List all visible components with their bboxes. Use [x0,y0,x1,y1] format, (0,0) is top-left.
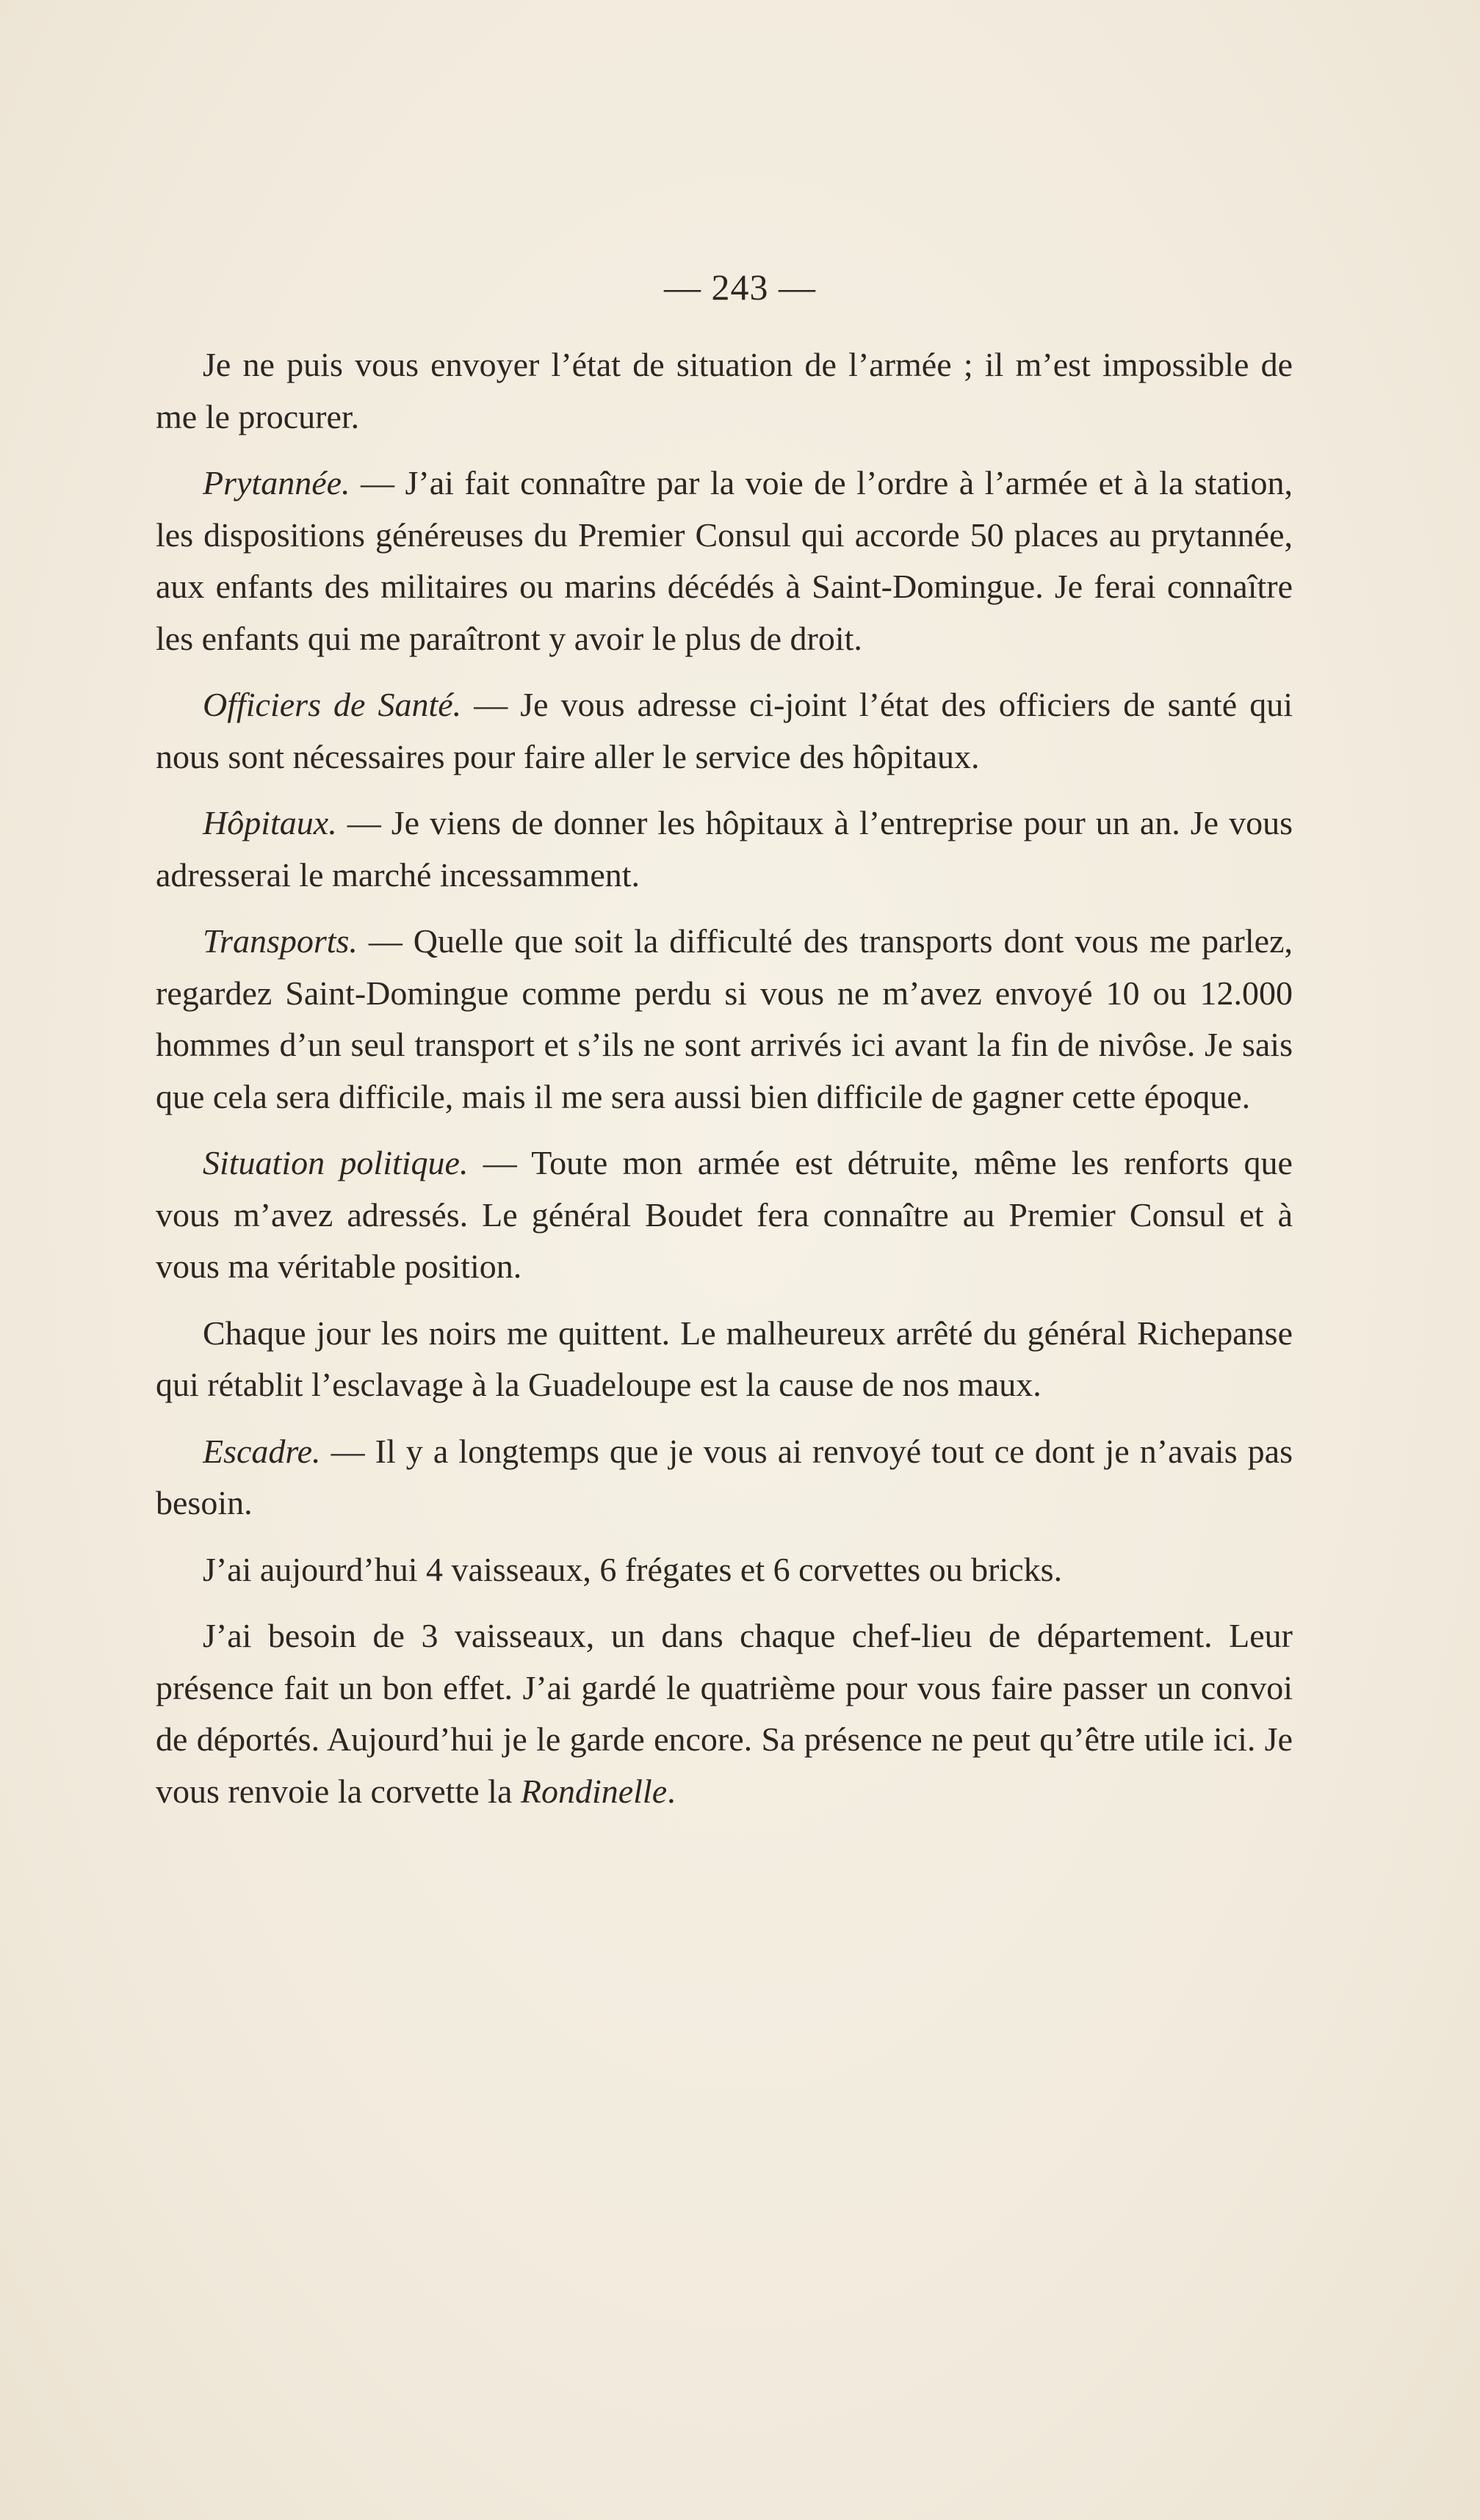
section-heading-officiers-sante: Officiers de Santé. [203,686,462,723]
paragraph-text: Chaque jour les noirs me quittent. Le malheureux arrêté du général Richepanse qui rétablit l’esclavage à la Guadeloupe est la cause de nos maux. [156,1314,1293,1403]
paragraph-end: . [667,1772,676,1810]
paragraph-officiers-sante [156,679,1293,783]
paragraph-text: — Il y a longtemps que je vous ai renvoyé tout ce dont je n’avais pas besoin. [156,1432,1293,1521]
paragraph-hopitaux [156,797,1293,901]
paragraph-text: — Toute mon armée est détruite, même les renforts que vous m’avez adressés. Le général Boudet fera connaître au Premier Consul et à vous ma véritable position. [156,1144,1293,1285]
section-heading-escadre: Escadre. [203,1432,321,1470]
paragraph-situation-politique [156,1137,1293,1293]
paragraph-besoin [156,1610,1293,1817]
paragraph-text: Je ne puis vous envoyer l’état de situation de l’armée ; il m’est impossible de me le procurer. [156,346,1293,435]
paragraph-text: — J’ai fait connaître par la voie de l’ordre à l’armée et à la station, les dispositions généreuses du Premier Consul qui accorde 50 places au prytannée, aux enfants des militaires ou marins décédés à Saint-Domingue. Je ferai connaître les enfants qui me paraîtront y avoir le plus de droit. [156,464,1293,657]
paragraph-prytannee [156,457,1293,665]
page-number: — 243 — [664,267,816,308]
paragraph-text: J’ai aujourd’hui 4 vaisseaux, 6 frégates et 6 corvettes ou bricks. [203,1550,1063,1588]
section-heading-hopitaux: Hôpitaux. [203,804,337,841]
paragraph-noirs [156,1308,1293,1411]
paragraph-etat-situation [156,339,1293,443]
section-heading-prytannee: Prytannée. [203,464,350,502]
paragraph-text: — Je vous adresse ci-joint l’état des officiers de santé qui nous sont nécessaires pour faire aller le service des hôpitaux. [156,686,1293,775]
paragraph-vaisseaux [156,1544,1293,1596]
paragraph-text: — Je viens de donner les hôpitaux à l’entreprise pour un an. Je vous adresserai le marché incessamment. [156,804,1293,894]
paragraph-escadre [156,1426,1293,1529]
section-heading-situation-politique: Situation politique. [203,1144,469,1181]
body-text [156,339,1293,1817]
section-heading-transports: Transports. [203,922,358,960]
ship-name: Rondinelle [520,1772,668,1810]
paragraph-transports [156,916,1293,1123]
paragraph-text: J’ai besoin de 3 vaisseaux, un dans chaque chef-lieu de département. Leur présence fait un bon effet. J’ai gardé le quatrième pour vous faire passer un convoi de déportés. Aujourd’hui je le garde encore. Sa présence ne peut qu’être utile ici. Je vous renvoie la corvette la [156,1617,1293,1810]
paragraph-text: — Quelle que soit la difficulté des transports dont vous me parlez, regardez Saint-Domingue comme perdu si vous ne m’avez envoyé 10 ou 12.000 hommes d’un seul transport et s’ils ne sont arrivés ici avant la fin de nivôse. Je sais que cela sera difficile, mais il me sera aussi bien difficile de gagner cette époque. [156,922,1293,1115]
